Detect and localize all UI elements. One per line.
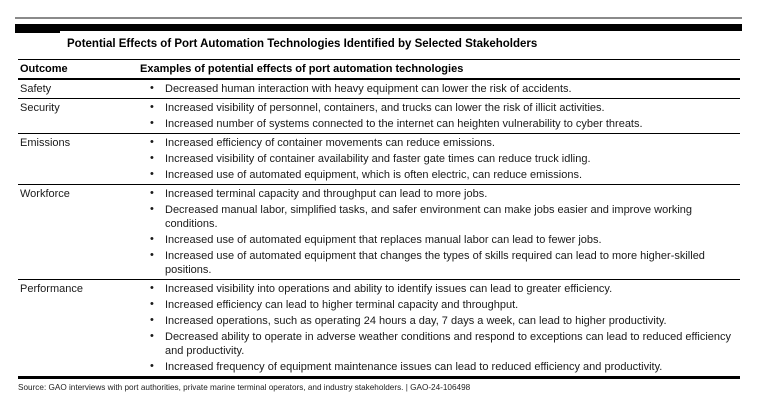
outcome-cell: Emissions	[20, 137, 71, 149]
bullet-icon: •	[150, 117, 154, 129]
table-row-security	[18, 99, 740, 134]
bullet-icon: •	[150, 187, 154, 199]
table-row-workforce	[18, 185, 740, 280]
bullet-text: Decreased ability to operate in adverse weather conditions and respond to exceptions can lead to reduced efficiency and productivity.	[165, 331, 732, 357]
bullet-text: Increased use of automated equipment that replaces manual labor can lead to fewer jobs.	[165, 234, 602, 246]
bullet-icon: •	[150, 101, 154, 113]
bullet-text: Decreased human interaction with heavy equipment can lower the risk of accidents.	[165, 83, 572, 95]
bullet-list	[140, 136, 740, 182]
bullet-icon: •	[150, 282, 154, 294]
bottom-divider	[18, 376, 740, 379]
list-item	[140, 82, 740, 96]
header-bar-notch	[15, 31, 60, 33]
table-row-safety	[18, 80, 740, 99]
column-header-examples: Examples of potential effects of port automation technologies	[140, 63, 464, 75]
bullet-icon: •	[150, 136, 154, 148]
examples-cell	[140, 187, 740, 277]
bullet-list	[140, 187, 740, 277]
bullet-text: Increased efficiency of container movements can reduce emissions.	[165, 137, 495, 149]
list-item	[140, 101, 740, 115]
table-title: Potential Effects of Port Automation Technologies Identified by Selected Stakeholders	[67, 38, 538, 50]
bullet-icon: •	[150, 82, 154, 94]
bullet-text: Increased use of automated equipment, which is often electric, can reduce emissions.	[165, 169, 583, 181]
bullet-icon: •	[150, 152, 154, 164]
bullet-text: Decreased manual labor, simplified tasks, and safer environment can make jobs easier and improve working conditions.	[165, 204, 693, 230]
table-row-emissions	[18, 134, 740, 185]
table-header-row	[18, 60, 740, 80]
list-item	[140, 360, 740, 374]
page-content	[15, 0, 742, 393]
list-item	[140, 187, 740, 201]
bullet-icon: •	[150, 233, 154, 245]
column-header-outcome: Outcome	[20, 63, 68, 75]
bullet-icon: •	[150, 168, 154, 180]
list-item	[140, 117, 740, 131]
list-item	[140, 233, 740, 247]
bullet-text: Increased visibility of container availability and faster gate times can reduce truck idling.	[165, 153, 591, 165]
examples-cell	[140, 101, 740, 131]
bullet-icon: •	[150, 360, 154, 372]
bullet-text: Increased terminal capacity and throughput can lead to more jobs.	[165, 188, 488, 200]
list-item	[140, 136, 740, 150]
bullet-list	[140, 101, 740, 131]
list-item	[140, 249, 740, 277]
bullet-text: Increased number of systems connected to the internet can heighten vulnerability to cyber threats.	[165, 118, 643, 130]
bullet-list	[140, 282, 740, 374]
list-item	[140, 203, 740, 231]
top-divider	[15, 17, 742, 19]
list-item	[140, 152, 740, 166]
bullet-icon: •	[150, 249, 154, 261]
bullet-text: Increased operations, such as operating 24 hours a day, 7 days a week, can lead to higher productivity.	[165, 315, 667, 327]
list-item	[140, 330, 740, 358]
examples-cell	[140, 282, 740, 374]
examples-cell	[140, 82, 740, 96]
bullet-icon: •	[150, 203, 154, 215]
bullet-icon: •	[150, 314, 154, 326]
list-item	[140, 314, 740, 328]
list-item	[140, 168, 740, 182]
list-item	[140, 298, 740, 312]
examples-cell	[140, 136, 740, 182]
bullet-text: Increased visibility into operations and ability to identify issues can lead to greater efficiency.	[165, 283, 613, 295]
source-note: Source: GAO interviews with port authorities, private marine terminal operators, and industry stakeholders. | GAO-24-106498	[18, 383, 471, 392]
bullet-list	[140, 82, 740, 96]
table-row-performance	[18, 280, 740, 376]
bullet-text: Increased use of automated equipment that changes the types of skills required can lead to more higher-skilled positions.	[165, 250, 705, 276]
bullet-icon: •	[150, 298, 154, 310]
bullet-text: Increased efficiency can lead to higher terminal capacity and throughput.	[165, 299, 519, 311]
bullet-icon: •	[150, 330, 154, 342]
outcome-cell: Security	[20, 102, 60, 114]
outcome-cell: Safety	[20, 83, 52, 95]
list-item	[140, 282, 740, 296]
outcome-cell: Performance	[20, 283, 83, 295]
outcome-cell: Workforce	[20, 188, 70, 200]
header-bar	[15, 24, 742, 31]
bullet-text: Increased frequency of equipment maintenance issues can lead to reduced efficiency and productivity.	[165, 361, 663, 373]
bullet-text: Increased visibility of personnel, containers, and trucks can lower the risk of illicit activities.	[165, 102, 605, 114]
effects-table	[18, 59, 740, 376]
